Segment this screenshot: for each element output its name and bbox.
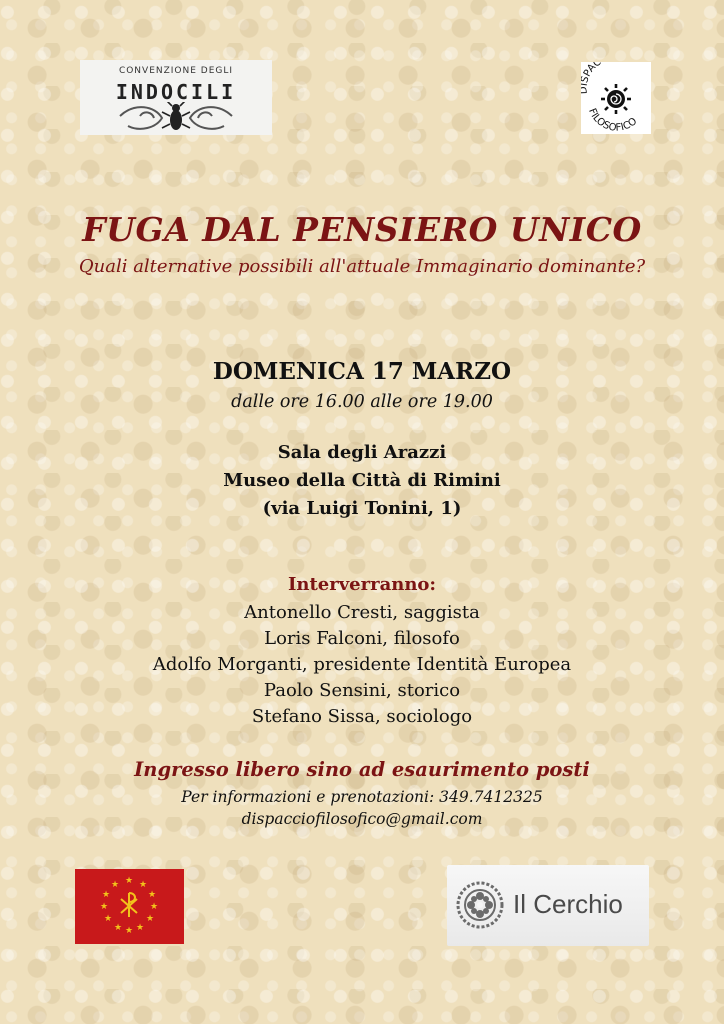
svg-text:★: ★ bbox=[99, 902, 109, 912]
logo-dispaccio-line1: PAC bbox=[581, 62, 604, 79]
venue-address: (via Luigi Tonini, 1) bbox=[262, 498, 462, 519]
svg-text:★: ★ bbox=[124, 926, 134, 936]
event-hours: dalle ore 16.00 alle ore 19.00 bbox=[231, 392, 493, 412]
logo-convenzione-indocili bbox=[80, 60, 272, 135]
speaker-item: Loris Falconi, filosofo bbox=[264, 628, 460, 649]
booking-info: Per informazioni e prenotazioni: 349.7412325 bbox=[181, 788, 543, 806]
svg-text:★: ★ bbox=[149, 902, 159, 912]
speaker-item: Stefano Sissa, sociologo bbox=[251, 706, 473, 727]
logo-identita-europea-flag bbox=[75, 869, 184, 944]
svg-text:★: ★ bbox=[103, 914, 113, 924]
logo-dispaccio-line2: FILOSOFICO bbox=[586, 106, 640, 134]
free-entry-notice: Ingresso libero sino ad esaurimento posti bbox=[134, 758, 590, 781]
logo-cerchio-name: Il Cerchio bbox=[513, 889, 623, 919]
speakers-heading: Interverranno: bbox=[287, 574, 437, 595]
speaker-item: Antonello Cresti, saggista bbox=[244, 602, 480, 623]
svg-text:★: ★ bbox=[147, 890, 157, 900]
venue-room: Sala degli Arazzi bbox=[277, 442, 447, 463]
logo-indocili-name: INDOCILI bbox=[115, 80, 237, 104]
logo-dispaccio-filosofico bbox=[581, 62, 651, 134]
sun-spiral-icon bbox=[601, 84, 631, 114]
contact-email: dispacciofilosofico@gmail.com bbox=[241, 810, 483, 828]
logo-il-cerchio bbox=[447, 865, 649, 946]
svg-text:★: ★ bbox=[135, 923, 145, 933]
rosette-icon bbox=[455, 873, 505, 937]
venue-museum: Museo della Città di Rimini bbox=[223, 470, 501, 491]
speaker-item: Paolo Sensini, storico bbox=[263, 680, 461, 701]
event-title: FUGA DAL PENSIERO UNICO bbox=[82, 210, 642, 249]
svg-text:★: ★ bbox=[101, 890, 111, 900]
logo-indocili-subtitle: CONVENZIONE DEGLI bbox=[118, 66, 234, 76]
svg-text:★: ★ bbox=[138, 880, 148, 890]
svg-text:★: ★ bbox=[145, 914, 155, 924]
svg-text:★: ★ bbox=[110, 880, 120, 890]
speaker-item: Adolfo Morganti, presidente Identità Europea bbox=[152, 654, 572, 675]
svg-text:★: ★ bbox=[124, 876, 134, 886]
event-date: DOMENICA 17 MARZO bbox=[212, 358, 512, 385]
svg-text:★: ★ bbox=[113, 923, 123, 933]
chi-rho-stars-icon bbox=[75, 869, 184, 944]
speakers-list bbox=[0, 600, 724, 730]
event-subtitle: Quali alternative possibili all'attuale Immaginario dominante? bbox=[78, 256, 646, 277]
stag-beetle-ornament-icon bbox=[80, 102, 272, 134]
